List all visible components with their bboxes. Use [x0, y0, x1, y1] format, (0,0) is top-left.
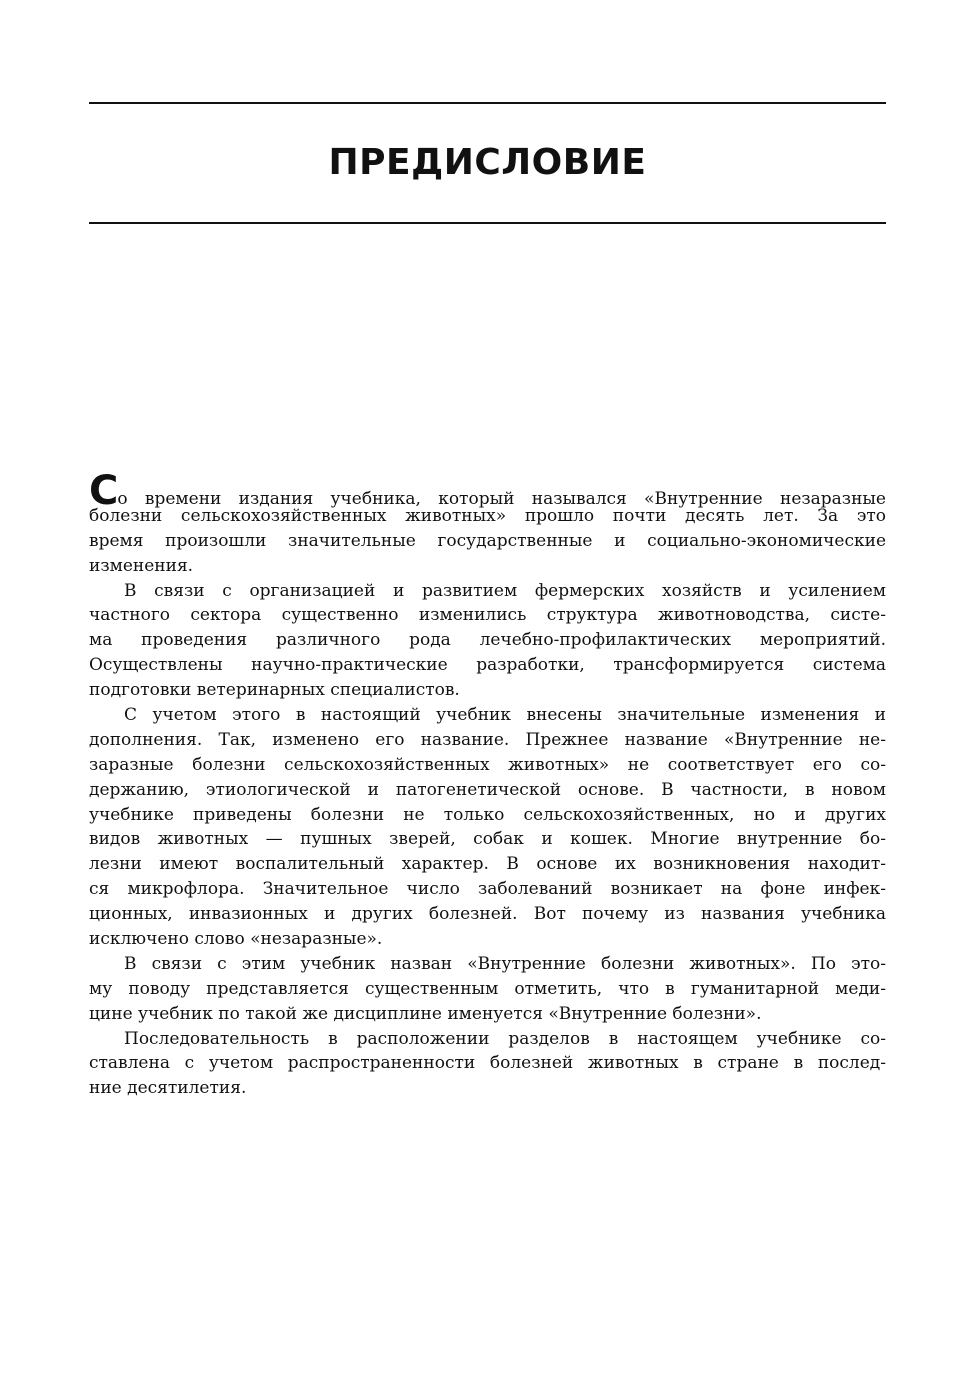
text-line	[89, 1051, 886, 1076]
text-line-content: ставлена с учетом распространенности болезней животных в стране в послед-	[89, 1053, 886, 1074]
text-line-content: ся микрофлора. Значительное число заболеваний возникает на фоне инфек-	[89, 879, 886, 900]
top-divider	[89, 102, 886, 104]
text-line	[89, 753, 886, 778]
text-line-content: подготовки ветеринарных специалистов.	[89, 680, 460, 701]
text-line-content: видов животных — пушных зверей, собак и кошек. Многие внутренние бо-	[89, 829, 886, 850]
drop-cap: С	[89, 468, 118, 514]
text-line-content: частного сектора существенно изменились структура животноводства, систе-	[89, 605, 886, 626]
bottom-divider	[89, 222, 886, 224]
text-line	[89, 1002, 886, 1027]
text-line	[89, 653, 886, 678]
text-line-content: о времени издания учебника, который назывался «Внутренние незаразные	[117, 489, 886, 509]
text-line	[89, 628, 886, 653]
text-line	[89, 902, 886, 927]
text-line	[89, 927, 886, 952]
text-line	[89, 529, 886, 554]
text-line-content: В связи с организацией и развитием фермерских хозяйств и усилением	[124, 580, 886, 601]
text-line-content: Осуществлены научно-практические разработки, трансформируется система	[89, 655, 886, 676]
text-line	[89, 504, 886, 529]
text-line-content: время произошли значительные государственные и социально-экономические	[89, 530, 886, 551]
text-line-content: изменения.	[89, 555, 194, 576]
text-line	[89, 554, 886, 579]
text-line	[89, 579, 886, 604]
text-line	[89, 827, 886, 852]
text-line-content: ма проведения различного рода лечебно-профилактических мероприятий.	[89, 630, 886, 651]
text-line	[89, 778, 886, 803]
text-line-content: ционных, инвазионных и других болезней. Вот почему из названия учебника	[89, 904, 886, 925]
preface-text	[89, 468, 886, 1101]
text-line-content: держанию, этиологической и патогенетической основе. В частности, в новом	[89, 779, 886, 800]
text-line-content: цине учебник по такой же дисциплине именуется «Внутренние болезни».	[89, 1003, 762, 1024]
text-line-content: Последовательность в расположении разделов в настоящем учебнике со-	[124, 1028, 886, 1049]
text-line-content: исключено слово «незаразные».	[89, 929, 383, 950]
text-line	[89, 678, 886, 703]
text-line-content: болезни сельскохозяйственных животных» прошло почти десять лет. За это	[89, 505, 886, 526]
text-line-content: дополнения. Так, изменено его название. Прежнее название «Внутренние не-	[89, 729, 886, 750]
text-line-content: ние десятилетия.	[89, 1078, 247, 1099]
text-line-content: заразные болезни сельскохозяйственных животных» не соответствует его со-	[89, 754, 886, 775]
text-line	[89, 603, 886, 628]
text-line	[89, 852, 886, 877]
text-line-content: С учетом этого в настоящий учебник внесены значительные изменения и	[124, 705, 886, 726]
text-line-content: В связи с этим учебник назван «Внутренние болезни животных». По это-	[124, 953, 886, 974]
text-line	[89, 877, 886, 902]
text-line-content: лезни имеют воспалительный характер. В основе их возникновения находит-	[89, 854, 886, 875]
text-line	[89, 703, 886, 728]
text-line-content: му поводу представляется существенным отметить, что в гуманитарной меди-	[89, 978, 886, 999]
text-line	[89, 952, 886, 977]
text-line	[89, 728, 886, 753]
text-line	[89, 1076, 886, 1101]
text-line	[89, 468, 886, 514]
text-line-content: учебнике приведены болезни не только сельскохозяйственных, но и других	[89, 804, 886, 825]
text-line	[89, 803, 886, 828]
text-line	[89, 977, 886, 1002]
page-title: ПРЕДИСЛОВИЕ	[328, 142, 647, 183]
text-line	[89, 1027, 886, 1052]
